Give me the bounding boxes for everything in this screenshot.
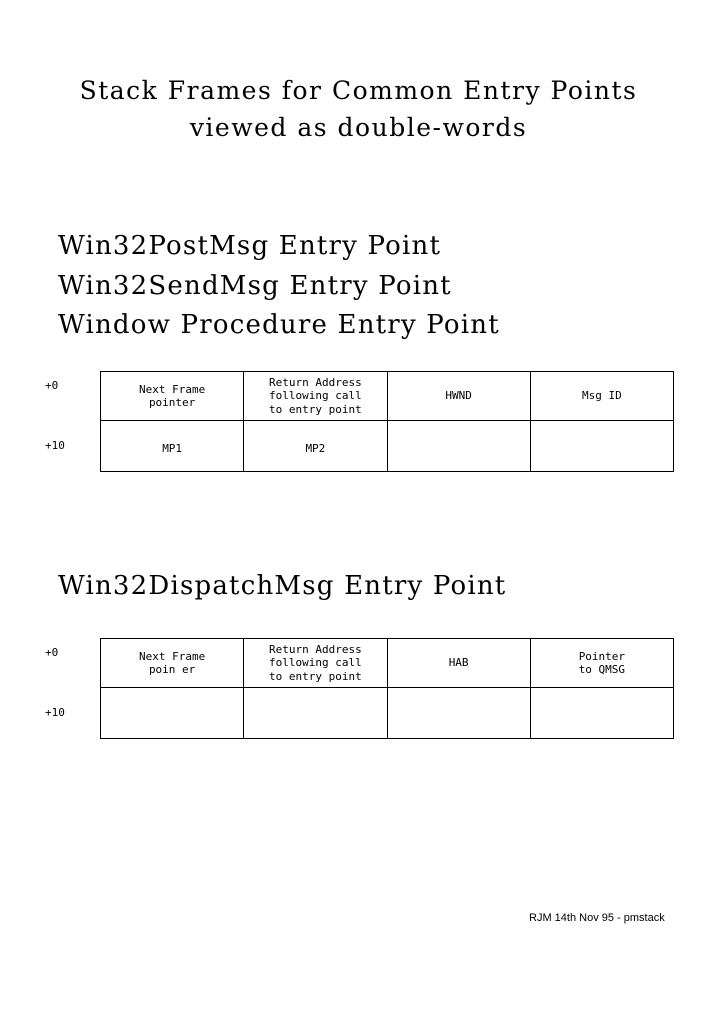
cell-mp1: MP1 (162, 442, 183, 455)
frame-row-0 (101, 372, 673, 420)
cell-next-frame-pointer: Next Frame poin er (139, 649, 206, 676)
offset-label-10: +10 (45, 439, 65, 452)
frame-row-0 (101, 639, 673, 687)
heading-win32dispatchmsg: Win32DispatchMsg Entry Point (58, 571, 507, 601)
stack-frame-table-dispatch-entry (100, 638, 674, 739)
cell-return-address: Return Address following call to entry point (243, 639, 386, 687)
cell-mp2: MP2 (243, 421, 386, 471)
cell-empty (530, 688, 673, 738)
frame-row-10 (101, 420, 673, 471)
cell-hab: HAB (387, 639, 530, 687)
cell-next-frame-pointer: Next Frame pointer (139, 382, 206, 409)
cell-msg-id: Msg ID (530, 372, 673, 420)
offset-label-10: +10 (45, 706, 65, 719)
page-title: Stack Frames for Common Entry Points (79, 76, 638, 105)
cell-empty (101, 688, 243, 738)
cell-empty (530, 421, 673, 471)
offset-label-0: +0 (45, 379, 59, 392)
heading-win32sendmsg: Win32SendMsg Entry Point (58, 271, 452, 301)
cell-empty (387, 421, 530, 471)
cell-empty (243, 688, 386, 738)
stack-frame-table-message-entry (100, 371, 674, 472)
cell-return-address: Return Address following call to entry point (243, 372, 386, 420)
heading-win32postmsg: Win32PostMsg Entry Point (58, 231, 442, 261)
cell-hwnd: HWND (387, 372, 530, 420)
page-subtitle: viewed as double-words (189, 113, 528, 142)
footer-credit: RJM 14th Nov 95 - pmstack (529, 912, 665, 924)
cell-empty (387, 688, 530, 738)
cell-pointer-to-qmsg: Pointer to QMSG (530, 639, 673, 687)
frame-row-10 (101, 687, 673, 738)
offset-label-0: +0 (45, 646, 59, 659)
heading-window-procedure: Window Procedure Entry Point (58, 310, 500, 340)
